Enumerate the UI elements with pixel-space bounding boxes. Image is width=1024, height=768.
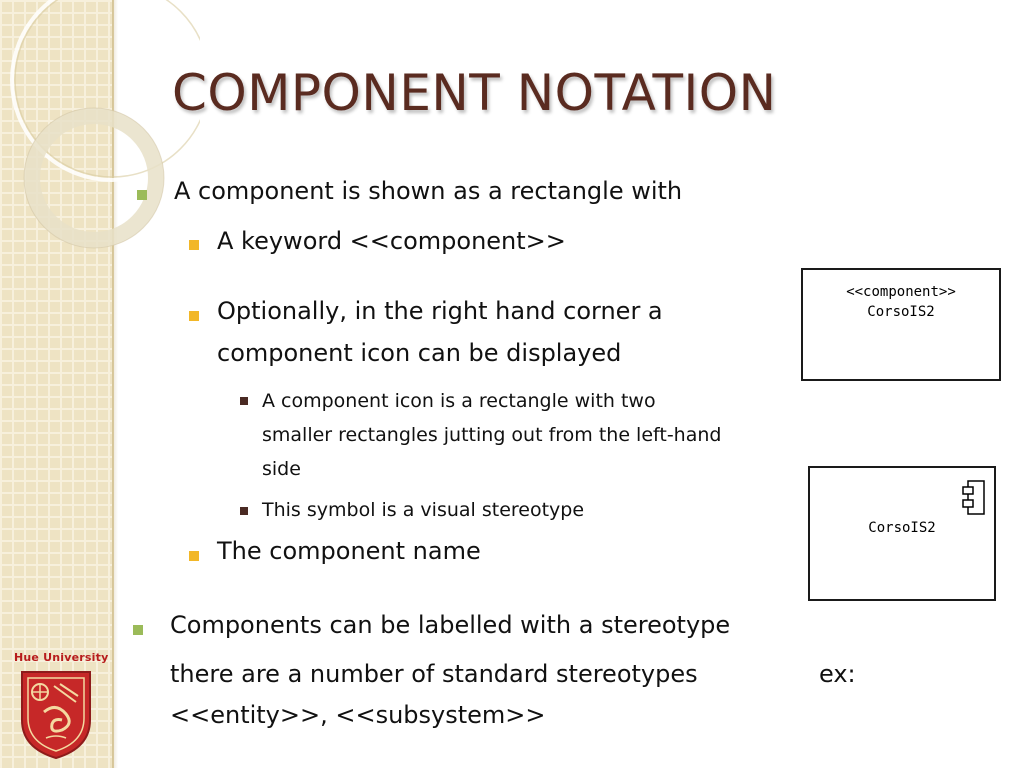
component-icon	[962, 480, 986, 516]
bullet-text: A component icon is a rectangle with two	[262, 390, 656, 412]
diagram-component-name: CorsoIS2	[868, 520, 936, 536]
bullet-marker	[189, 311, 199, 321]
bullet-text: The component name	[217, 537, 481, 565]
bullet-text: Components can be labelled with a stereotype	[170, 611, 731, 639]
component-keyword-diagram	[801, 268, 1001, 381]
bullet-text: ex:	[819, 660, 856, 688]
component-icon-diagram	[808, 466, 996, 601]
bullet-text: A keyword <<component>>	[217, 227, 566, 255]
bullet-marker	[133, 625, 143, 635]
bullet-text: smaller rectangles jutting out from the left-hand	[262, 424, 722, 446]
diagram-stereotype: <<component>>	[846, 284, 956, 300]
bullet-text: This symbol is a visual stereotype	[262, 499, 585, 521]
university-name: Hue University	[14, 651, 109, 664]
diagram-component-name: CorsoIS2	[867, 304, 935, 320]
decorative-rings	[0, 0, 200, 320]
bullet-text: there are a number of standard stereotypes	[170, 660, 698, 688]
bullet-text: Optionally, in the right hand corner a	[217, 297, 663, 325]
bullet-marker	[240, 507, 248, 515]
bullet-text: A component is shown as a rectangle with	[174, 177, 683, 205]
slide-title: COMPONENT NOTATION	[172, 64, 777, 122]
bullet-marker	[189, 551, 199, 561]
bullet-marker	[189, 240, 199, 250]
bullet-marker	[137, 190, 147, 200]
bullet-text: <<entity>>, <<subsystem>>	[170, 701, 546, 729]
bullet-marker	[240, 397, 248, 405]
university-logo	[16, 668, 96, 760]
bullet-text: component icon can be displayed	[217, 339, 622, 367]
bullet-text: side	[262, 458, 301, 480]
